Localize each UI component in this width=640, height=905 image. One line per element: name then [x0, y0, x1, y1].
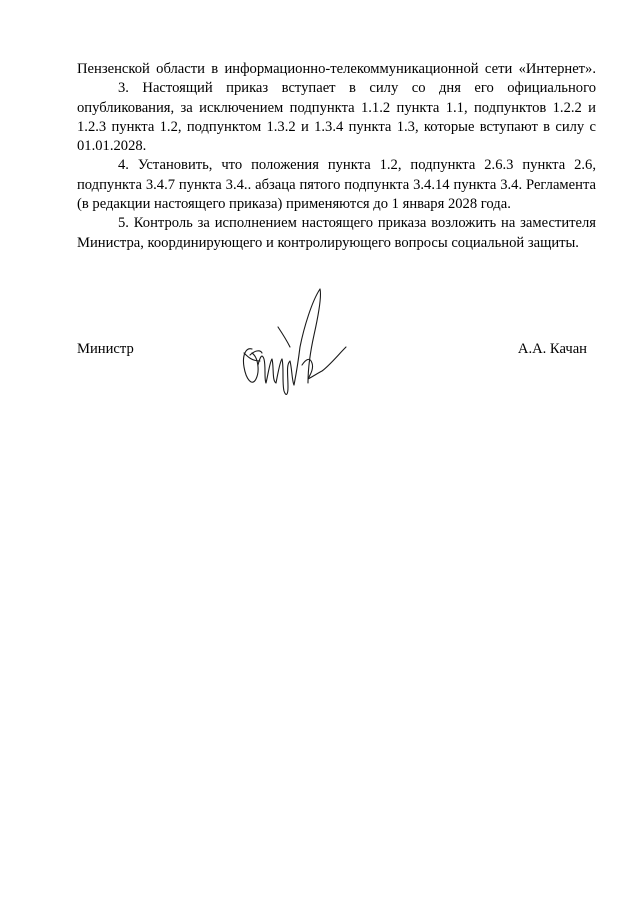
paragraph-3: 3. Настоящий приказ вступает в силу со дня его официального опубликования, за исключением подпункта 1.1.2 пункта 1.1, подпунктов 1.2.2 и 1.2.3 пункта 1.2, подпунктом 1.3.2 и 1.3.4 пункта 1.3, которые вступают в силу с 01.01.2028. [77, 80, 596, 155]
handwritten-signature [238, 287, 348, 405]
paragraph-continuation: Пензенской области в информационно-телекоммуникационной сети «Интернет». [77, 61, 596, 77]
document-body [77, 60, 596, 253]
signatory-title: Министр [77, 341, 134, 357]
paragraph-5: 5. Контроль за исполнением настоящего приказа возложить на заместителя Министра, координирующего и контролирующего вопросы социальной защиты. [77, 215, 596, 251]
signatory-name: А.А. Качан [517, 341, 587, 357]
paragraph-4: 4. Установить, что положения пункта 1.2, подпункта 2.6.3 пункта 2.6, подпункта 3.4.7 пункта 3.4.. абзаца пятого подпункта 3.4.14 пункта 3.4. Регламента (в редакции настоящего приказа) применяются до 1 января 2028 года. [77, 157, 596, 213]
